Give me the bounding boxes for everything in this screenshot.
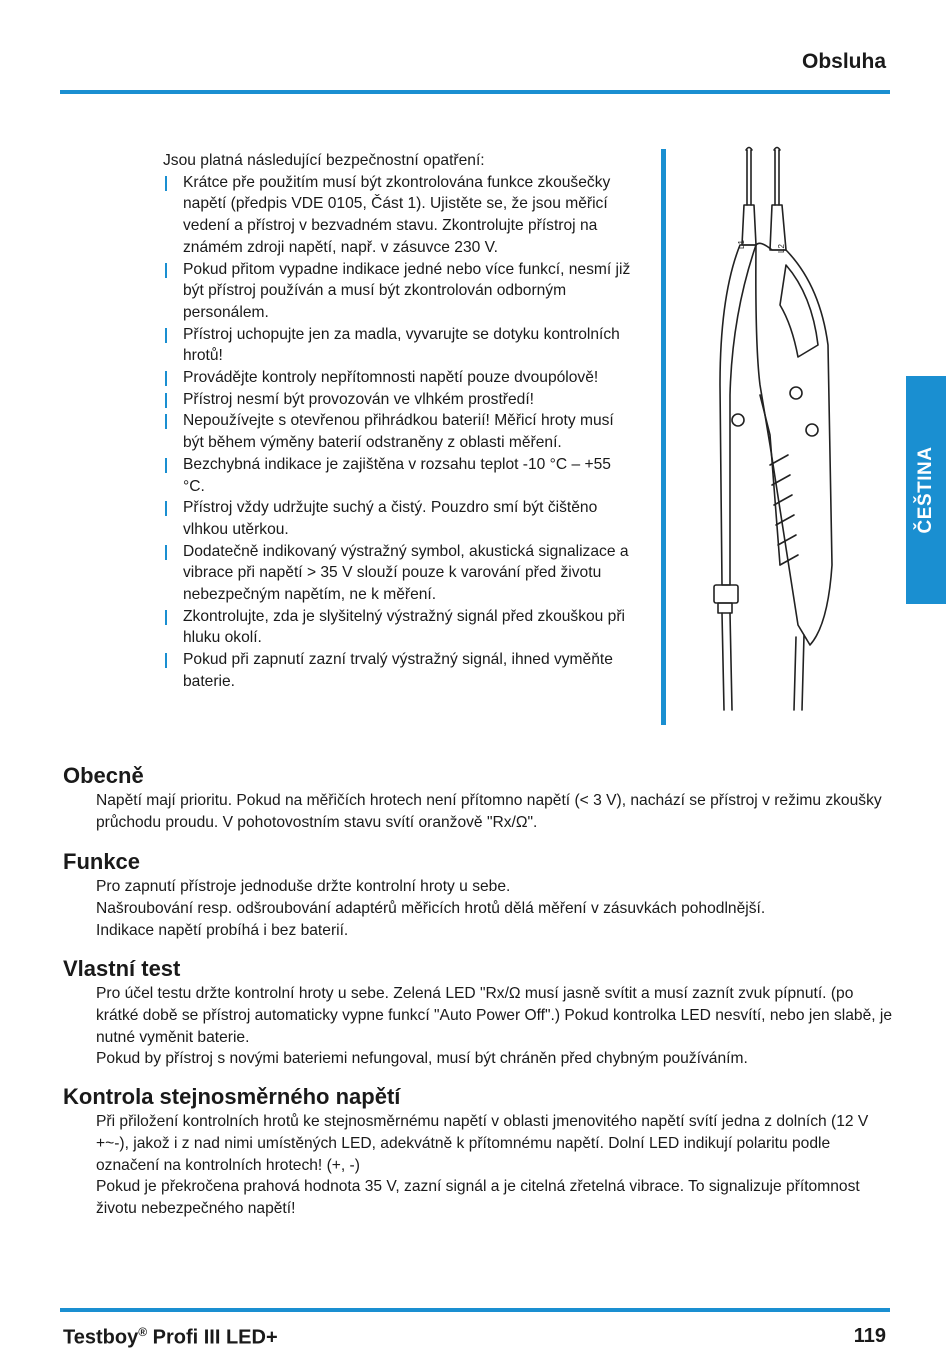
section-body (96, 790, 893, 834)
section-self-test (63, 955, 893, 1070)
list-item (163, 410, 633, 453)
language-tab (906, 376, 946, 604)
bullet-bar-icon (165, 371, 167, 386)
header-divider (60, 90, 890, 94)
page-number: 119 (853, 1325, 886, 1347)
list-item-text: Provádějte kontroly nepřítomnosti napětí pouze dvoupólově! (183, 369, 599, 387)
section-dc-voltage-check (63, 1083, 893, 1220)
paragraph: Pro účel testu držte kontrolní hroty u sebe. Zelená LED "Rx/Ω musí jasně svítit a musí zaznít zvuk pípnutí. (po krátké době se přístroj automaticky vypne funkcí "Auto Power Off".) Pokud kontrolka LED nesvítí, nebo jen slabě, je nutné vyměnit baterie. (96, 985, 893, 1046)
page-header-title: Obsluha (801, 50, 886, 73)
list-item-text: Nepoužívejte s otevřenou přihrádkou baterií! Měřicí hroty musí být během výměny baterií odstraněny z oblasti měření. (183, 412, 614, 452)
section-heading: Kontrola stejnosměrného napětí (63, 1084, 401, 1109)
list-item (163, 367, 633, 389)
bullet-bar-icon (165, 610, 167, 625)
section-heading: Obecně (63, 763, 144, 788)
list-item (163, 541, 633, 606)
list-item-text: Zkontrolujte, zda je slyšitelný výstražný signál před zkouškou při hluku okolí. (183, 607, 626, 647)
list-item (163, 324, 633, 367)
list-item-text: Přístroj uchopujte jen za madla, vyvarujte se dotyku kontrolních hrotů! (183, 325, 620, 365)
bullet-bar-icon (165, 328, 167, 343)
paragraph: Pokud je překročena prahová hodnota 35 V, zazní signál a je citelná zřetelná vibrace. To signalizuje přítomnost životu nebezpečného napětí! (96, 1178, 860, 1218)
paragraph: Našroubování resp. odšroubování adaptérů měřicích hrotů dělá měření v zásuvkách pohodlnější. (96, 899, 766, 917)
list-item-text: Přístroj vždy udržujte suchý a čistý. Pouzdro smí být čištěno vlhkou utěrkou. (183, 499, 598, 538)
safety-measures (163, 150, 633, 693)
bullet-bar-icon (165, 263, 167, 278)
probe-label-l2: L2 (777, 244, 786, 253)
section-heading: Funkce (63, 849, 141, 874)
bullet-bar-icon (165, 393, 167, 408)
list-item-text: Krátce pře použitím musí být zkontrolována funkce zkoušečky napětí (předpis VDE 0105, Část 1). Ujistěte se, že jsou měřicí vedení a přístroj v bezvadném stavu. Zkontrolujte přístroj na známém zdroji napětí, např. v zásuvce 230 V. (183, 173, 611, 256)
list-item (163, 606, 633, 649)
brand-name: Testboy (63, 1326, 139, 1349)
bullet-bar-icon (165, 414, 167, 429)
voltage-tester-illustration (700, 145, 850, 720)
bullet-bar-icon (165, 545, 167, 560)
section-heading: Vlastní test (63, 956, 181, 981)
paragraph: Pro zapnutí přístroje jednoduše držte kontrolní hroty u sebe. (96, 878, 511, 895)
model-name: Profi III LED+ (152, 1326, 278, 1349)
paragraph: Pokud by přístroj s novými bateriemi nefungoval, musí být chráněn před chybným používáním. (96, 1050, 748, 1068)
list-item (163, 389, 633, 411)
section-body (96, 876, 893, 941)
bullet-bar-icon (165, 458, 167, 473)
list-item-text: Pokud přitom vypadne indikace jedné nebo více funkcí, nesmí již být přístroj používán a musí být zkontrolován odborným personálem. (183, 260, 631, 321)
section-general (63, 762, 893, 834)
footer-product-name (63, 1325, 278, 1350)
section-body (96, 1111, 893, 1220)
list-item (163, 454, 633, 497)
probe-label-l1: L1 (737, 240, 746, 249)
list-item (163, 259, 633, 324)
bullet-bar-icon (165, 176, 167, 191)
list-item-text: Bezchybná indikace je zajištěna v rozsahu teplot -10 °C – +55 °C. (183, 455, 611, 495)
list-item-text: Pokud při zapnutí zazní trvalý výstražný signál, ihned vyměňte baterie. (183, 651, 613, 690)
illustration-accent-bar (661, 149, 666, 725)
safety-heading: Jsou platná následující bezpečnostní opatření: (163, 152, 485, 169)
section-function (63, 848, 893, 941)
bullet-bar-icon (165, 653, 167, 668)
list-item-text: Přístroj nesmí být provozován ve vlhkém prostředí! (183, 390, 534, 408)
safety-list (163, 172, 633, 693)
paragraph: Napětí mají prioritu. Pokud na měřičích hrotech není přítomno napětí (< 3 V), nachází se přístroj v režimu zkoušky průchodu proudu. V pohotovostním stavu svítí oranžově "Rx/Ω". (96, 792, 882, 831)
language-tab-label: ČEŠTINA (915, 446, 936, 534)
bullet-bar-icon (165, 501, 167, 516)
section-body (96, 983, 893, 1070)
list-item-text: Dodatečně indikovaný výstražný symbol, akustická signalizace a vibrace při napětí > 35 V slouží pouze k varování před životu nebezpečným napětím, ne k měření. (183, 542, 629, 604)
paragraph: Indikace napětí probíhá i bez baterií. (96, 921, 349, 939)
list-item (163, 172, 633, 259)
list-item (163, 497, 633, 540)
list-item (163, 649, 633, 692)
paragraph: Při přiložení kontrolních hrotů ke stejnosměrnému napětí v oblasti jmenovitého napětí svítí jedna z dolních (12 V +~-), jakož i z nad nimi umístěných LED, adekvátně k přítomnému napětí. Dolní LED indikují polaritu podle označení na kontrolních hrotech! (+, -) (96, 1113, 869, 1174)
footer-divider (60, 1308, 890, 1312)
registered-mark: ® (138, 1325, 148, 1339)
